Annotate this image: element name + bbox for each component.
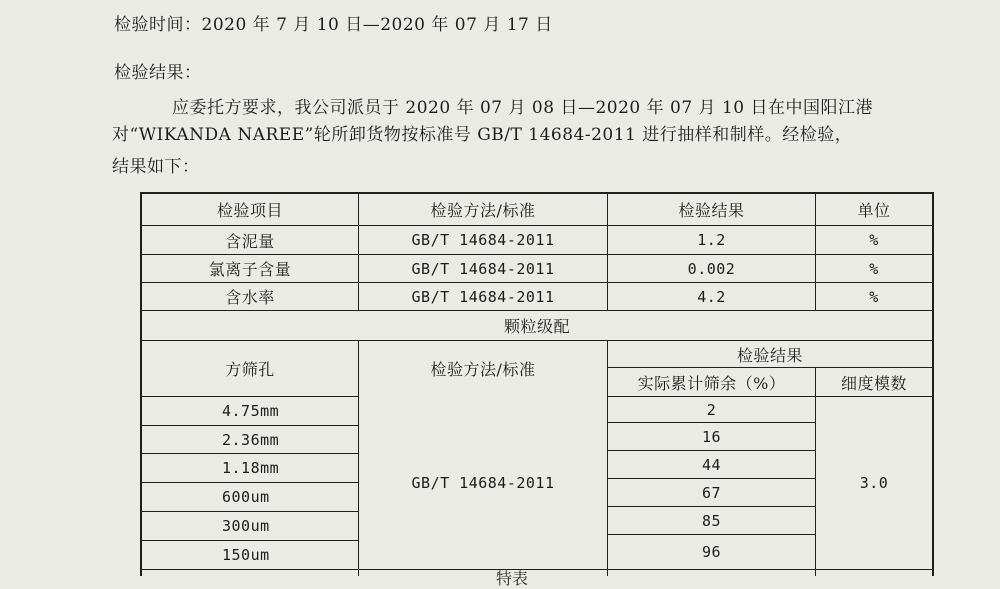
row1-unit: % — [869, 231, 879, 249]
footer-partial-text: 特表 — [496, 569, 529, 588]
row1-item: 含泥量 — [225, 231, 275, 251]
sieve-size: 600um — [222, 488, 270, 506]
row2-result: 0.002 — [687, 259, 736, 278]
result-label: 检验结果： — [114, 63, 202, 83]
header-sieve: 方筛孔 — [225, 360, 275, 379]
residue-value: 44 — [701, 455, 722, 474]
sieve-size: 4.75mm — [222, 402, 280, 420]
grading-method: GB/T 14684-2011 — [411, 474, 555, 492]
paragraph-line-2: 对“WIKANDA NAREE”轮所卸货物按标准号 GB/T 14684-2011 进行抽样和制样。经检验， — [112, 125, 853, 145]
sieve-size: 150um — [222, 546, 270, 564]
residue-value: 96 — [701, 543, 722, 561]
sieve-size: 1.18mm — [222, 459, 280, 477]
fineness-modulus: 3.0 — [859, 474, 889, 492]
header-item: 检验项目 — [216, 201, 283, 220]
sieve-size: 2.36mm — [222, 430, 280, 449]
row3-method: GB/T 14684-2011 — [411, 287, 555, 306]
header-result: 检验结果 — [678, 201, 745, 220]
header-unit: 单位 — [857, 201, 891, 220]
row2-item: 氯离子含量 — [208, 260, 292, 279]
header-residue: 实际累计筛余（%） — [637, 373, 786, 393]
header-modulus: 细度模数 — [840, 373, 907, 393]
row2-method: GB/T 14684-2011 — [411, 259, 555, 278]
row3-item: 含水率 — [225, 288, 275, 307]
sieve-size: 300um — [222, 517, 270, 535]
row3-unit: % — [869, 287, 879, 306]
header-grading-method: 检验方法/标准 — [430, 360, 536, 379]
paragraph-line-3: 结果如下： — [112, 157, 200, 177]
residue-value: 16 — [701, 427, 722, 446]
row1-method: GB/T 14684-2011 — [411, 231, 555, 249]
residue-value: 2 — [706, 400, 717, 419]
row3-result: 4.2 — [697, 287, 726, 306]
header-grading-result: 检验结果 — [736, 345, 803, 365]
residue-value: 85 — [701, 511, 722, 530]
grading-title: 颗粒级配 — [503, 317, 570, 336]
residue-value: 67 — [701, 483, 722, 502]
paragraph-line-1: 应委托方要求，我公司派员于 2020 年 07 月 08 日—2020 年 07 月 10 日在中国阳江港 — [172, 98, 873, 118]
header-method: 检验方法/标准 — [430, 201, 536, 220]
row2-unit: % — [869, 259, 879, 278]
inspection-time: 检验时间：2020 年 7 月 10 日—2020 年 07 月 17 日 — [114, 15, 553, 35]
row1-result: 1.2 — [697, 231, 726, 249]
